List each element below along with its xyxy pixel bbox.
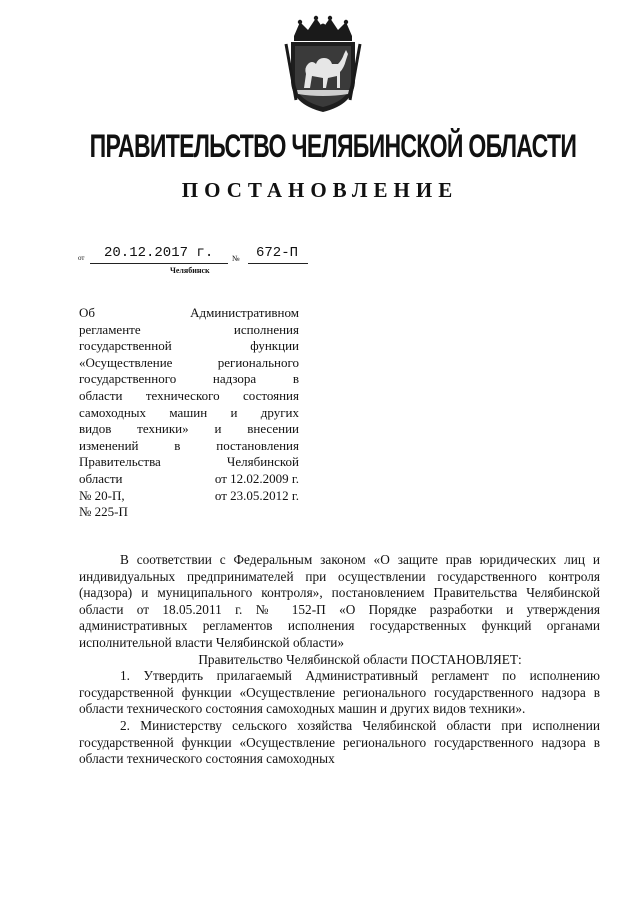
subject-line: № 225-П <box>79 504 128 520</box>
date-label: от <box>78 254 85 262</box>
document-type: ПОСТАНОВЛЕНИЕ <box>181 178 459 202</box>
document-subject <box>79 305 299 521</box>
subject-line: области от 12.02.2009 г. <box>79 470 299 486</box>
item-2-paragraph: 2. Министерству сельского хозяйства Челябинской области при исполнении государственной функции «Осуществление регионального государственного надзора в области технического состояния самоходных <box>79 717 600 767</box>
government-title: ПРАВИТЕЛЬСТВО ЧЕЛЯБИНСКОЙ ОБЛАСТИ <box>89 128 577 164</box>
subject-line: Об Административном <box>79 305 299 320</box>
subject-line: № 20-П, от 23.05.2012 г. <box>79 487 299 503</box>
subject-line: Правительства Челябинской <box>79 454 299 470</box>
preamble-paragraph: В соответствии с Федеральным законом «О защите прав юридических лиц и индивидуальных предпринимателей при осуществлении государственного контроля (надзора) и муниципального контроля», постановлением Правительства Челябинской области от 18.05.2011 г. № 152-П «О Порядке разработки и утверждения административных регламентов исполнения государственных функций органами исполнительной власти Челябинской области» <box>79 552 600 650</box>
document-number: 672-П <box>256 245 299 261</box>
subject-line: государственной функции <box>79 338 299 354</box>
city-name: Челябинск <box>170 266 210 275</box>
subject-line: регламенте исполнения <box>79 321 299 337</box>
coat-of-arms-icon <box>282 14 364 114</box>
requisites-row <box>78 246 318 268</box>
subject-line: «Осуществление регионального <box>79 354 299 370</box>
item-1-paragraph: 1. Утвердить прилагаемый Административный регламент по исполнению государственной функции «Осуществление регионального государственного надзора в области технического состояния самоходных машин и других видов техники». <box>79 668 600 717</box>
document-date: 20.12.2017 г. <box>104 245 214 261</box>
document-body <box>79 552 600 768</box>
subject-line: изменений в постановления <box>79 437 299 453</box>
resolution-paragraph: Правительство Челябинской области ПОСТАНОВЛЯЕТ: <box>198 651 522 667</box>
subject-line: видов техники» и внесении <box>79 421 299 437</box>
subject-line: самоходных машин и других <box>79 404 299 420</box>
subject-line: государственного надзора в <box>79 371 299 387</box>
number-label: № <box>232 254 240 263</box>
subject-line: области технического состояния <box>79 387 299 403</box>
